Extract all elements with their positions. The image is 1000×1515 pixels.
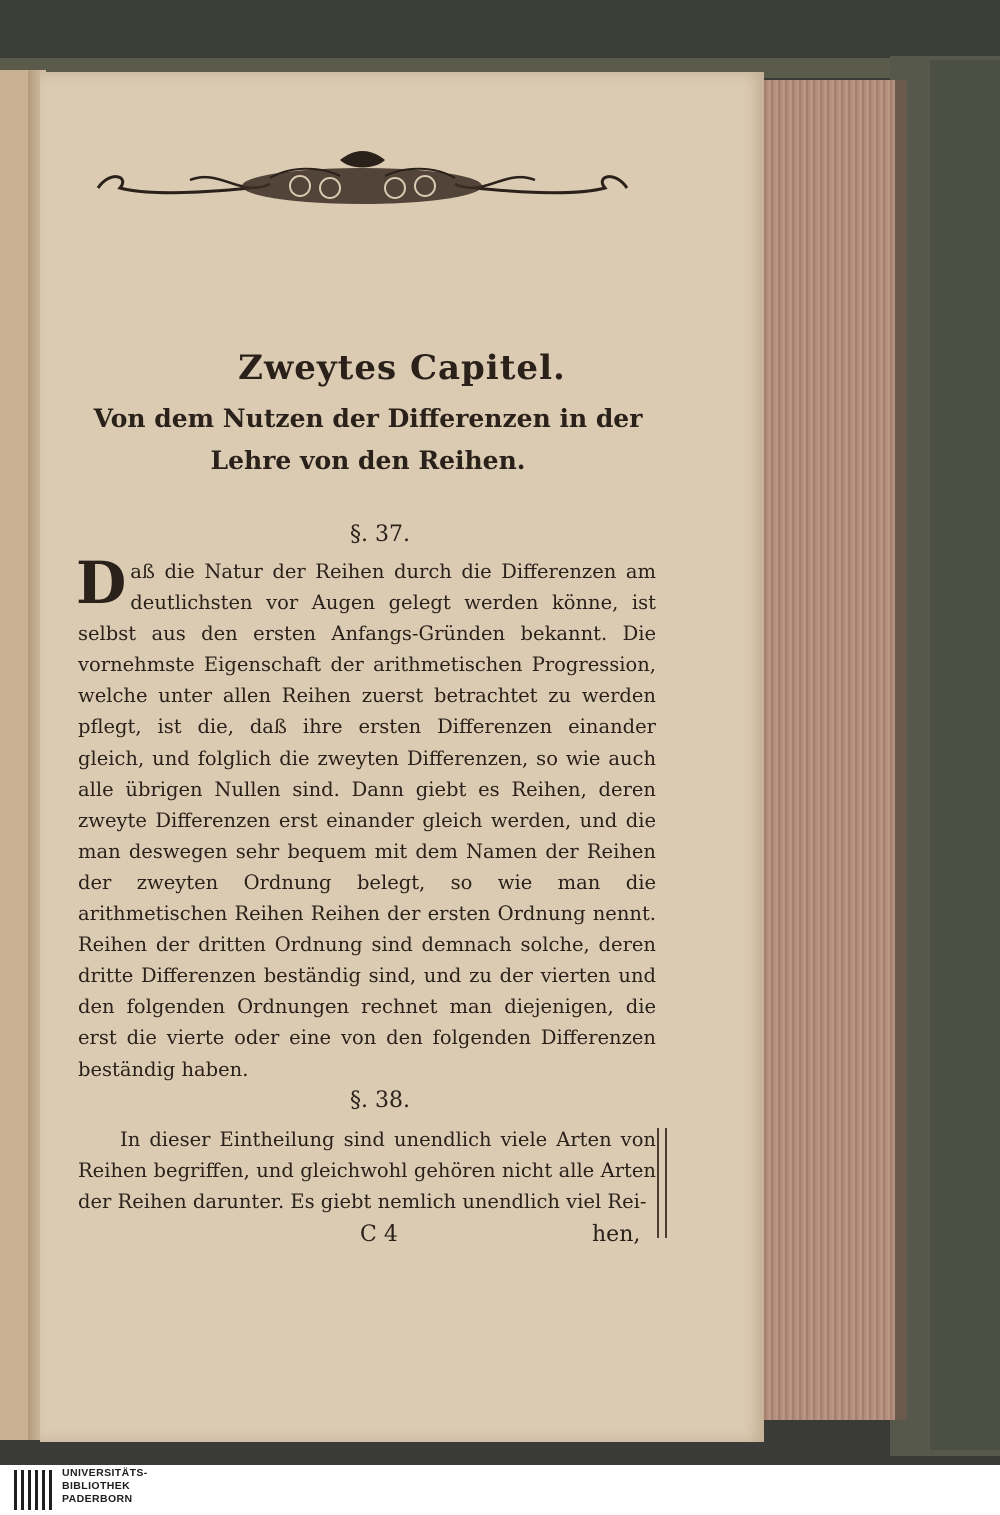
library-line-1: UNIVERSITÄTS- [62,1467,148,1479]
footer-bar [0,1465,1000,1515]
catchword: hen, [592,1222,641,1247]
ornament-headpiece [90,148,635,212]
background-top [0,0,1000,62]
chapter-subtitle: Von dem Nutzen der Differenzen in der Lehre von den Reihen. [93,404,643,475]
page-stack-side [895,80,907,1420]
section-38-heading: §. 38. [350,1088,410,1113]
library-logo-icon [14,1470,54,1510]
margin-marking [655,1128,675,1238]
book-cover-shade [930,60,1000,1450]
paragraph-37-text: aß die Natur der Reihen durch die Differenzen am deutlichsten vor Augen gelegt werden könne, ist selbst aus den ersten Anfangs-Gründen bekannt. Die vornehmste Eigenschaft der arithmetischen Progression, welche unter allen Reihen zuerst betrachtet zu werden pflegt, ist die, daß ihre ersten Differenzen einander gleich, und folglich die zweyten Differenzen, so wie auch alle übrigen Nullen sind. Dann giebt es Reihen, deren zweyte Differenzen erst einander gleich werden, und die man deswegen sehr bequem mit dem Namen der Reihen der zweyten Ordnung belegt, so wie man die arithmetischen Reihen Reihen der ersten Ordnung nennt. Reihen der dritten Ordnung sind demnach solche, deren dritte Differenzen beständig sind, und zu der vierten und den folgenden Ordnungen rechnet man diejenigen, die erst die vierte oder eine von den folgenden Differenzen beständig haben. [78,560,656,1081]
library-name [62,1467,148,1506]
drop-cap: D [76,549,127,617]
section-37-heading: §. 37. [350,522,410,547]
page-stack-edge [760,80,900,1420]
library-line-2: BIBLIOTHEK [62,1480,131,1492]
paragraph-section-37 [76,549,656,1085]
signature-mark: C 4 [360,1222,398,1247]
paragraph-section-38: In dieser Eintheilung sind unendlich viele Arten von Reihen begriffen, und gleichwohl gehören nicht alle Arten der Reihen darunter. Es giebt nemlich unendlich viel Rei- [78,1128,656,1214]
library-line-3: PADERBORN [62,1493,133,1505]
chapter-title: Zweytes Capitel. [238,348,566,388]
